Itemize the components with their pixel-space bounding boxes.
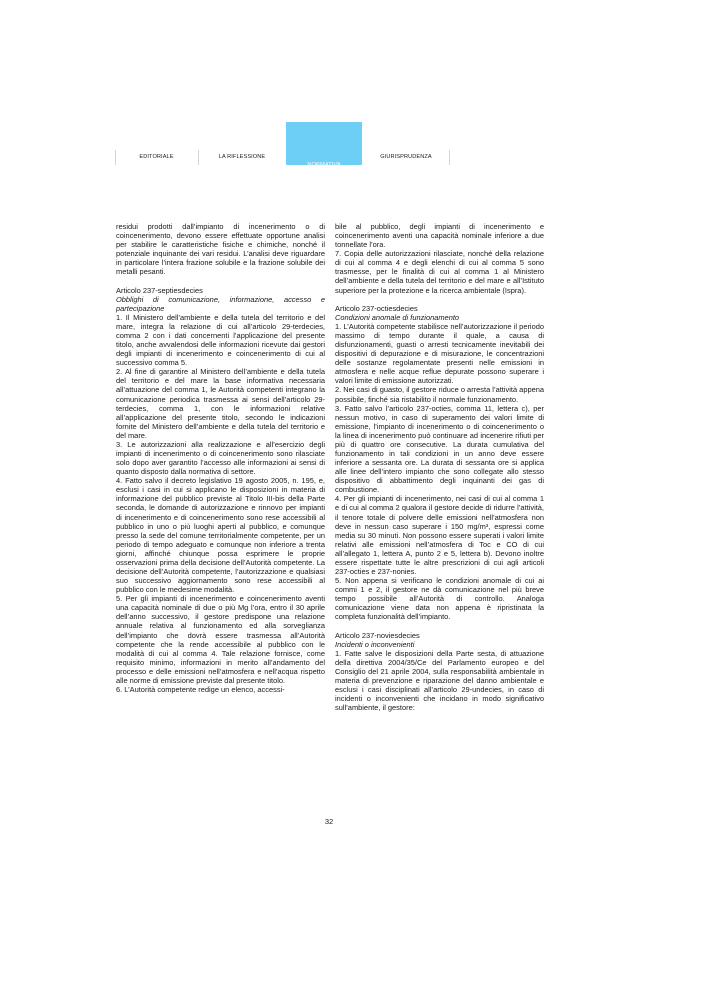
paragraph: 6. L’Autorità competente redige un elenco, accessi- [116, 685, 285, 694]
tab-divider [115, 150, 116, 165]
paragraph: 1. Il Ministero dell’ambiente e della tutela del territorio e del mare, integra la relazione di cui all’articolo 29-terdecies, comma 2 con i dati concernenti l’applicazione del presente titolo, anche avvalendosi delle informazioni ricevute dai gestori degli impianti di incenerimento e coincenerimento di cui al successivo comma 5. [116, 312, 325, 368]
article-subtitle: Obblighi di comunicazione, informazione, accesso e partecipazione [116, 294, 325, 313]
section-navigation [115, 122, 450, 168]
article-heading: Articolo 237-noviesdecies [335, 630, 420, 640]
paragraph: 3. Fatto salvo l’articolo 237-octies, comma 11, lettera c), per nessun motivo, in caso di superamento dei valori limite di emissione, l’impianto di incenerimento o di coincenerimento o la linea di incenerimento può continuare ad incenerire rifiuti per più di quattro ore consecutive. La durata cumulativa del funzionamento in tali condizioni in un anno deve essere inferiore a sessanta ore. La durata di sessanta ore si applica alle linee dell’intero impianto che sono collegate allo stesso dispositivo di abbattimento degli inquinanti dei gas di combustione. [335, 403, 544, 495]
paragraph: 4. Per gli impianti di incenerimento, nei casi di cui al comma 1 e di cui al comma 2 qualora il gestore decide di ridurre l’attività, il tenore totale di polvere delle emissioni nell’atmosfera non deve in nessun caso superare i 150 mg/m³, espressi come media su 30 minuti. Non possono essere superati i valori limite relativi alle emissioni nell’atmosfera di Toc e CO di cui all’allegato 1, lettera A, punto 2 e 5, lettera b). Devono inoltre essere rispettate tutte le altre prescrizioni di cui agli articoli 237-octies e 237-nonies. [335, 494, 544, 576]
tab-la-riflessione[interactable]: LA RIFLESSIONE [218, 154, 266, 160]
article-heading: Articolo 237-octiesdecies [335, 303, 418, 313]
tab-divider [449, 150, 450, 165]
paragraph: 1. L’Autorità competente stabilisce nell’autorizzazione il periodo massimo di tempo durante il quale, a causa di disfunzionamenti, guasti o arresti tecnicamente inevitabili dei dispositivi di depurazione e di misurazione, le concentrazioni delle sostanze regolamentate presenti nelle emissioni in atmosfera e nelle acque reflue depurate possono superare i valori limite di emissione autorizzati. [335, 321, 544, 386]
paragraph: 7. Copia delle autorizzazioni rilasciate, nonché della relazione di cui al comma 4 e degli elenchi di cui al comma 5 sono trasmesse, per le finalità di cui al comma 1 al Ministero dell’ambiente e della tutela del territorio e del mare e all’Istituto superiore per la protezione e la ricerca ambientale (Ispra). [335, 249, 544, 295]
paragraph: bile al pubblico, degli impianti di incenerimento e coincenerimento aventi una capacità nominale inferiore a due tonnellate l’ora. [335, 222, 544, 250]
paragraph: 1. Fatte salve le disposizioni della Parte sesta, di attuazione della direttiva 2004/35/Ce del Parlamento europeo e del Consiglio del 21 aprile 2004, sulla responsabilità ambientale in materia di prevenzione e riparazione del danno ambientale e esclusi i casi disciplinati all’articolo 29-undecies, in caso di incidenti o inconvenienti che incidano in modo significativo sull’ambiente, il gestore: [335, 648, 544, 713]
article-subtitle: Condizioni anomale di funzionamento [335, 312, 460, 322]
page-number: 32 [324, 817, 334, 826]
paragraph: 5. Per gli impianti di incenerimento e coincenerimento aventi una capacità nominale di due o più Mg l’ora, entro il 30 aprile dell’anno successivo, il gestore predispone una relazione annuale relativa al funzionamento ed alla sorveglianza dell’impianto che dovrà essere trasmessa all’Autorità competente che la rende accessibile al pubblico con le modalità di cui al comma 4. Tale relazione fornisce, come requisito minimo, informazioni in merito all’andamento del processo e delle emissioni nell’atmosfera e nell’acqua rispetto alle norme di emissione previste dal presente titolo. [116, 594, 325, 685]
left-text-column [116, 222, 325, 694]
right-text-column [335, 222, 544, 712]
article-subtitle: Incidenti o inconvenienti [335, 639, 415, 649]
tab-normativa[interactable]: NORMATIVA [286, 122, 362, 165]
paragraph: 4. Fatto salvo il decreto legislativo 19 agosto 2005, n. 195, e, esclusi i casi in cui si applicano le disposizioni in materia di informazione del pubblico previste al Titolo III-bis della Parte seconda, le domande di autorizzazione e rinnovo per impianti di incenerimento e di coincenerimento sono rese accessibili al pubblico in uno o più luoghi aperti al pubblico, e comunque presso la sede del comune territorialmente competente, per un periodo di tempo adeguato e comunque non inferiore a trenta giorni, affinché chiunque possa esprimere le proprie osservazioni prima della decisione dell’Autorità competente. La decisione dell’Autorità competente, l’autorizzazione e qualsiasi suo successivo aggiornamento sono rese accessibili al pubblico con le medesime modalità. [116, 476, 325, 595]
paragraph: residui prodotti dall’impianto di incenerimento o di coincenerimento, devono essere effettuate opportune analisi per stabilire le caratteristiche fisiche e chimiche, nonché il potenziale inquinante dei vari residui. L’analisi deve riguardare in particolare l’intera frazione solubile e la frazione solubile dei metalli pesanti. [116, 222, 325, 277]
paragraph: 2. Nei casi di guasto, il gestore riduce o arresta l’attività appena possibile, finché sia ristabilito il normale funzionamento. [335, 385, 544, 404]
tab-editoriale[interactable]: EDITORIALE [139, 154, 174, 160]
paragraph: 3. Le autorizzazioni alla realizzazione e all’esercizio degli impianti di incenerimento o di coincenerimento sono rilasciate solo dopo aver garantito l’accesso alle informazioni ai sensi di quanto disposto dalla normativa di settore. [116, 439, 325, 477]
paragraph: 5. Non appena si verificano le condizioni anomale di cui ai commi 1 e 2, il gestore ne dà comunicazione nel più breve tempo possibile all’Autorità di controllo. Analoga comunicazione viene data non appena è ripristinata la completa funzionalità dell’impianto. [335, 576, 544, 622]
article-heading: Articolo 237-septiesdecies [116, 285, 203, 295]
paragraph: 2. Al fine di garantire al Ministero dell’ambiente e della tutela del territorio e del mare la base informativa necessaria all’attuazione del comma 1, le Autorità competenti integrano la comunicazione periodica trasmessa ai sensi dell’articolo 29-terdecies, comma 1, con le informazioni relative all’applicazione del presente titolo, secondo le indicazioni fornite del Ministero dell’ambiente e della tutela del territorio e del mare. [116, 367, 325, 440]
tab-giurisprudenza[interactable]: GIURISPRUDENZA [380, 154, 432, 160]
